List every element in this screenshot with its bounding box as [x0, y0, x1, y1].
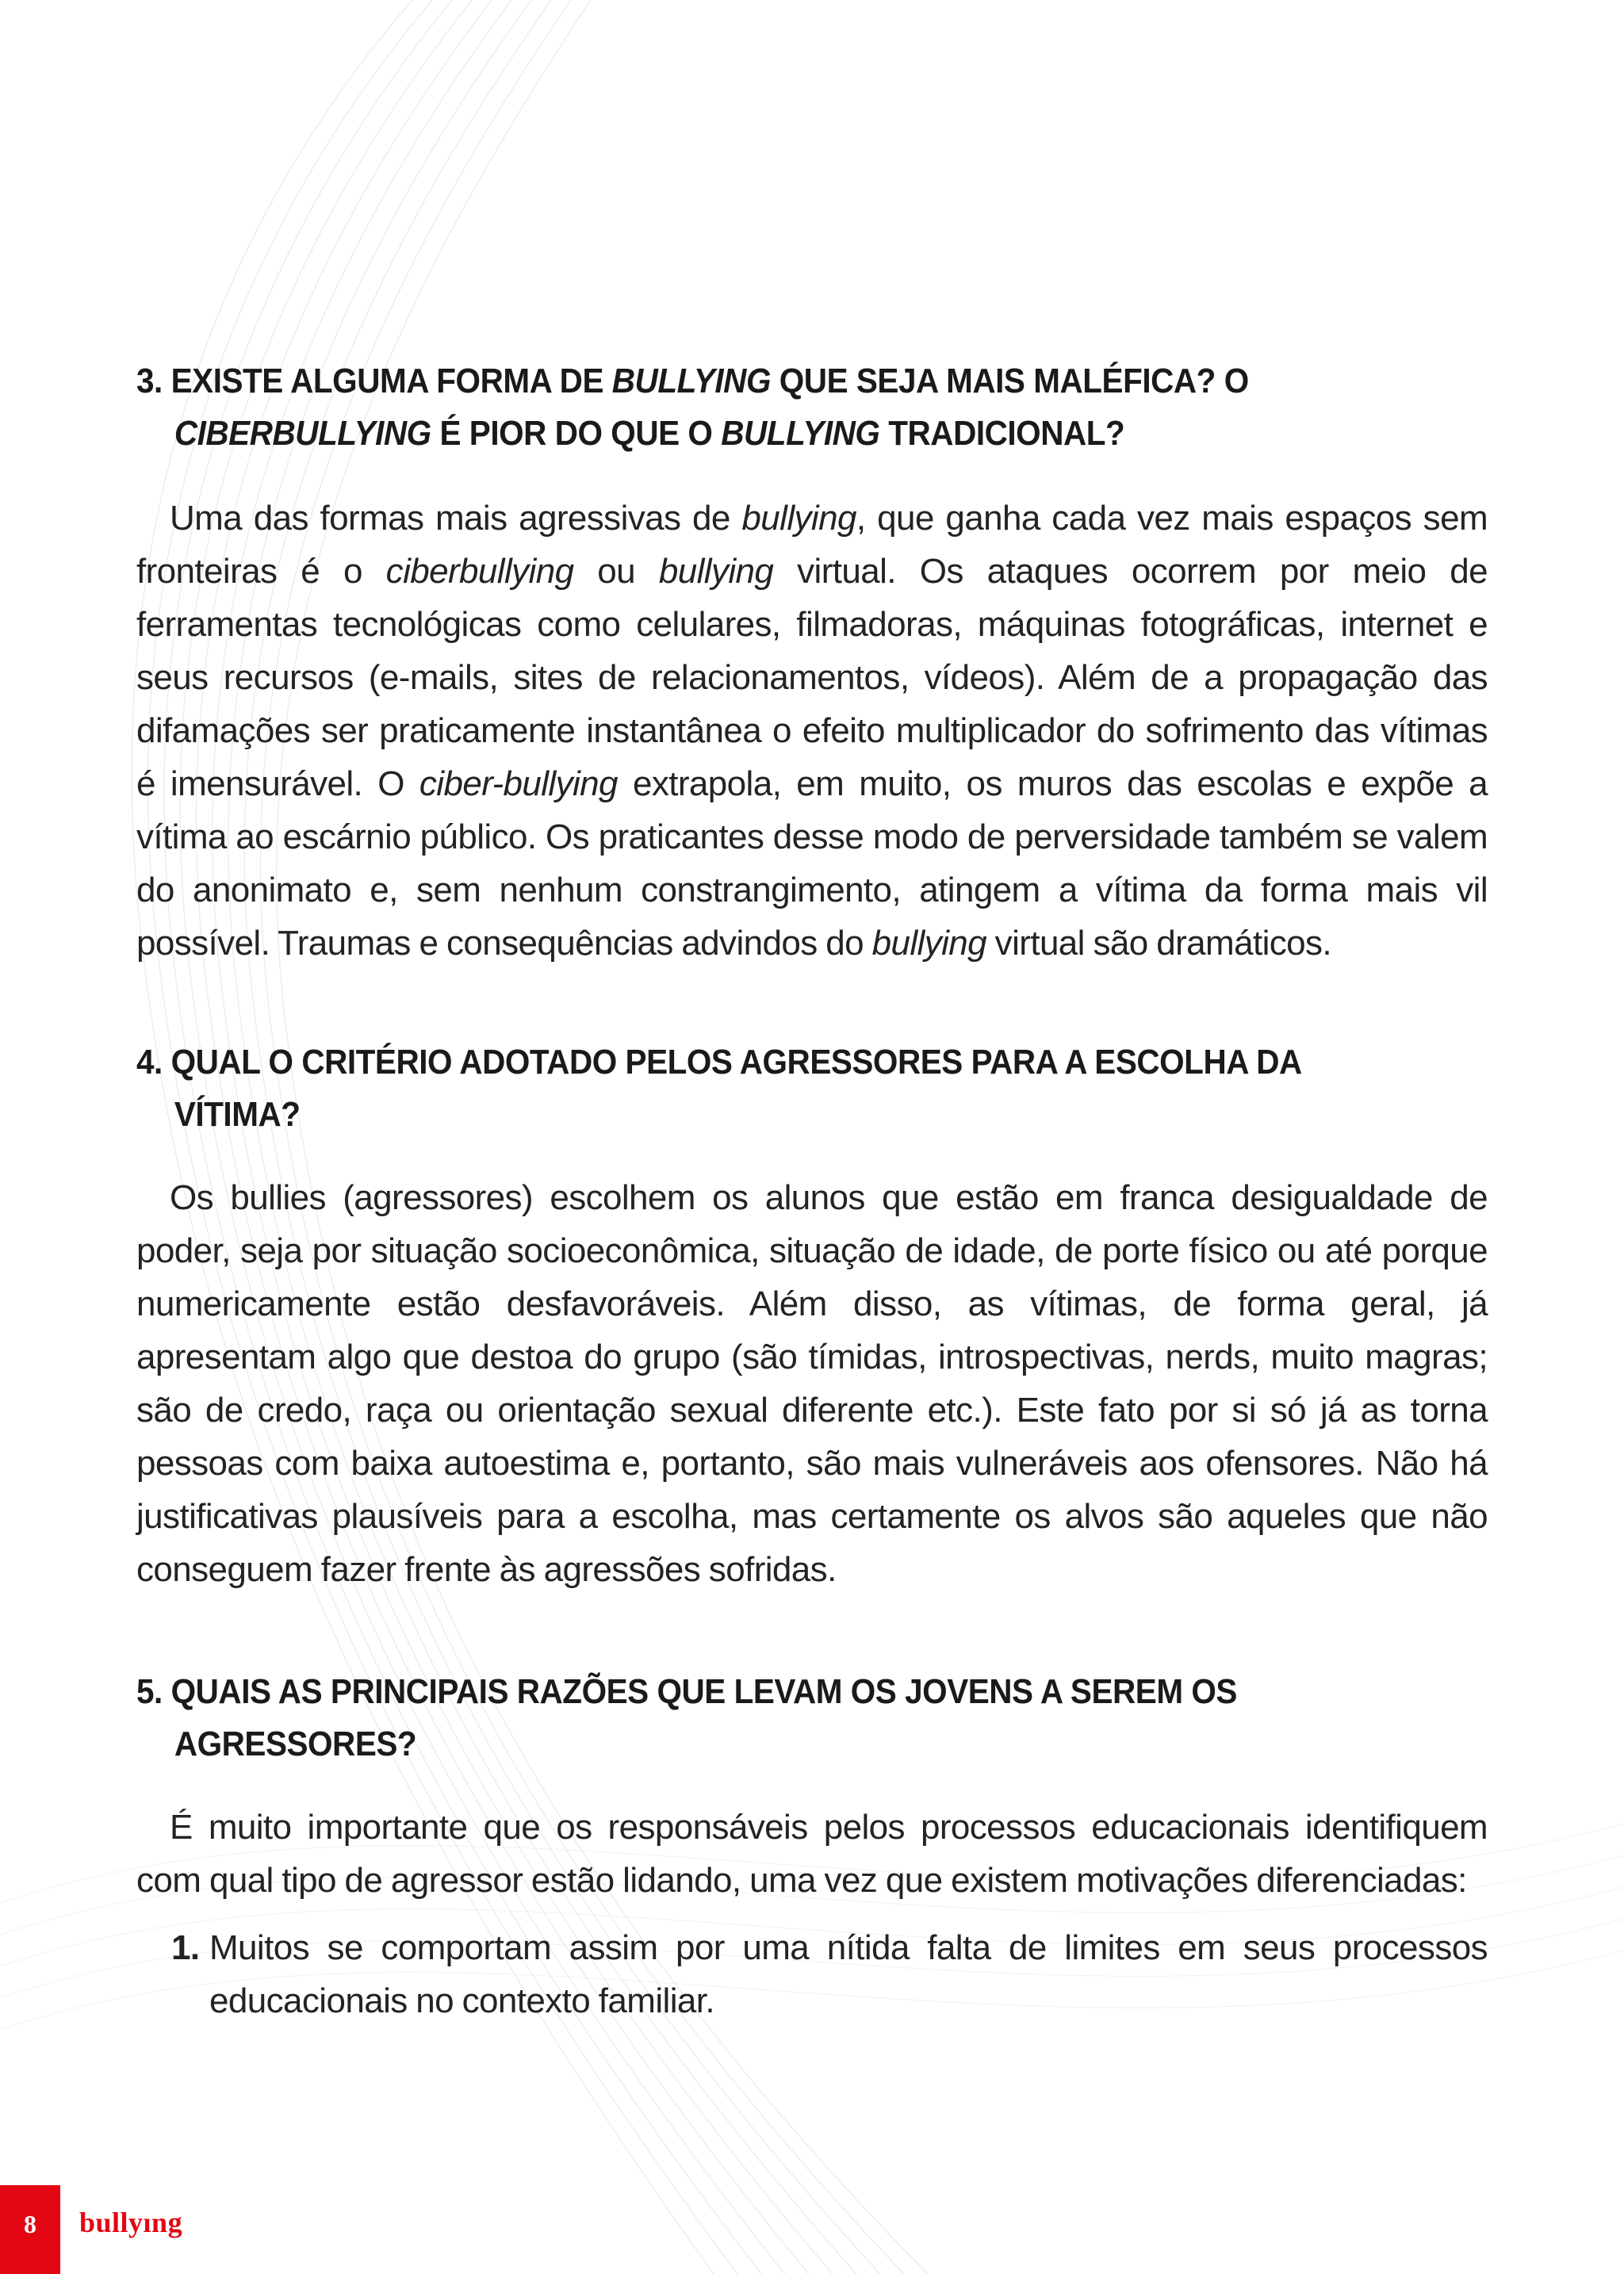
section-3-paragraph-run: ou — [573, 552, 659, 591]
page-number: 8 — [24, 2210, 36, 2238]
section-3-paragraph-run: bullying — [741, 499, 856, 538]
section-5-paragraph: É muito importante que os responsáveis pelos processos educacionais identifiquem com qual tipo de agressor estão lidando, uma vez que existem motivações diferenciadas: — [136, 1808, 1488, 1900]
brand-logo: bullyıng — [79, 2207, 183, 2238]
list-item-number: 1. — [171, 1928, 200, 1967]
section-3-heading-run: É PIOR DO QUE O — [431, 414, 722, 453]
section-3-heading-run: QUE SEJA MAIS MALÉFICA? O — [770, 362, 1249, 400]
section-3-heading-run: CIBERBULLYING — [174, 414, 431, 453]
section-3-heading-run: BULLYING — [721, 414, 880, 453]
section-3-paragraph-run: ciber-bullying — [419, 764, 618, 803]
section-3-paragraph-run: extrapola, em muito, os muros das escolas e expõe a vítima ao escárnio público. Os praticantes desse modo de perversidade também se valem do anonimato e, sem nenhum constrangimento, atingem a vítima da forma mais vil possível. Traumas e consequências advindos do — [136, 764, 1488, 963]
section-3-heading — [136, 355, 1380, 460]
section-3-paragraph — [136, 492, 1488, 970]
list-item-text: Muitos se comportam assim por uma nítida falta de limites em seus processos educacionais no contexto familiar. — [209, 1928, 1488, 2020]
section-5-heading: 5. QUAIS AS PRINCIPAIS RAZÕES QUE LEVAM OS JOVENS A SEREM OS AGRESSORES? — [136, 1672, 1237, 1763]
section-3-paragraph-run: Uma das formas mais agressivas de — [170, 499, 742, 538]
reasons-list — [136, 1921, 1488, 2027]
list-item — [136, 1921, 1488, 2027]
section-3-heading-run: TRADICIONAL? — [879, 414, 1125, 453]
section-3-paragraph-run: virtual são dramáticos. — [986, 924, 1332, 963]
document-body — [136, 355, 1488, 2027]
section-3-paragraph-run: , que ganha cada vez mais espaços sem fronteiras é o — [136, 499, 1488, 591]
section-3-heading-run: BULLYING — [611, 362, 771, 400]
section-3-paragraph-run: bullying — [871, 924, 987, 963]
section-3-paragraph-run: virtual. Os ataques ocorrem por meio de ferramentas tecnológicas como celulares, filmadoras, máquinas fotográficas, internet e seus recursos (e-mails, sites de relacionamentos, vídeos). Além de a propagação das difamações ser praticamente instantânea o efeito multiplicador do sofrimento das vítimas é imensurável. O — [136, 552, 1488, 803]
section-3-paragraph-run: ciberbullying — [385, 552, 574, 591]
section-3-heading-run: 3. EXISTE ALGUMA FORMA DE — [136, 362, 612, 400]
section-4-paragraph: Os bullies (agressores) escolhem os alunos que estão em franca desigualdade de poder, seja por situação socioeconômica, situação de idade, de porte físico ou até porque numericamente estão desfavoráveis. Além disso, as vítimas, de forma geral, já apresentam algo que destoa do grupo (são tímidas, introspectivas, nerds, muito magras; são de credo, raça ou orientação sexual diferente etc.). Este fato por si só já as torna pessoas com baixa autoestima e, portanto, são mais vulneráveis aos ofensores. Não há justificativas plausíveis para a escolha, mas certamente os alvos são aqueles que não conseguem fazer frente às agressões sofridas. — [136, 1178, 1488, 1589]
section-4-heading: 4. QUAL O CRITÉRIO ADOTADO PELOS AGRESSORES PARA A ESCOLHA DA VÍTIMA? — [136, 1043, 1301, 1134]
section-3-paragraph-run: bullying — [658, 552, 774, 591]
